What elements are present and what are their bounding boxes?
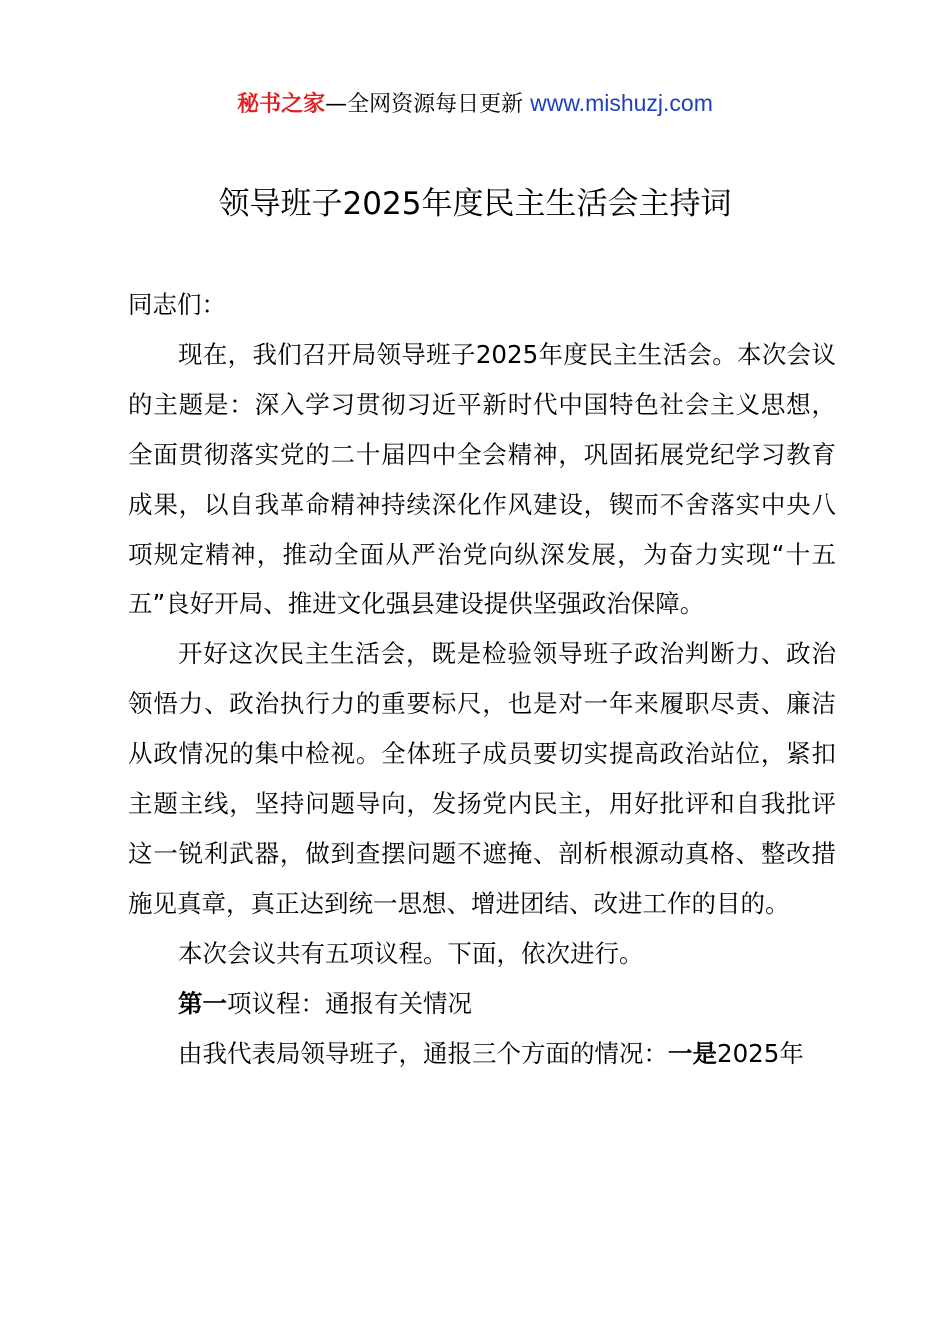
salutation: 同志们： [128,290,226,319]
paragraph-agenda-intro: 本次会议共有五项议程。下面，依次进行。 [178,938,644,968]
paragraph-requirements: 开好这次民主生活会，既是检验领导班子政治判断力、政治领悟力、政治执行力的重要标尺，也是对一年来履职尽责、廉洁从政情况的集中检视。全体班子成员要切实提高政治站位，紧扣主题主线，坚持问题导向，发扬党内民主，用好批评和自我批评这一锐利武器，做到查摆问题不遮掩、剖析根源动真格、整改措施见真章，真正达到统一思想、增进团结、改进工作的目的。 [128,639,836,918]
report-tail: 2025年 [717,1038,804,1068]
header-tagline: —全网资源每日更新 [325,92,524,117]
document-title: 领导班子2025年度民主生活会主持词 [218,186,732,222]
paragraph-report [128,1029,836,1079]
agenda-item-one [128,979,836,1029]
site-header [0,86,950,122]
document-body [128,280,836,1079]
brand-name: 秘书之家 [237,92,326,117]
paragraph-opening: 现在，我们召开局领导班子2025年度民主生活会。本次会议的主题是：深入学习贯彻习近平新时代中国特色社会主义思想，全面贯彻落实党的二十届四中全会精神，巩固拓展党纪学习教育成果，以自我革命精神持续深化作风建设，锲而不舍落实中央八项规定精神，推动全面从严治党向纵深发展，为奋力实现“十五五”良好开局、推进文化强县建设提供坚强政治保障。 [128,339,836,619]
report-lead: 由我代表局领导班子，通报三个方面的情况： [178,1038,668,1068]
site-url-link[interactable]: www.mishuzj.com [530,90,713,116]
report-point-one: 一是 [668,1038,717,1068]
agenda-item-number: 第一 [178,988,227,1018]
agenda-item-text: 项议程：通报有关情况 [227,988,472,1018]
